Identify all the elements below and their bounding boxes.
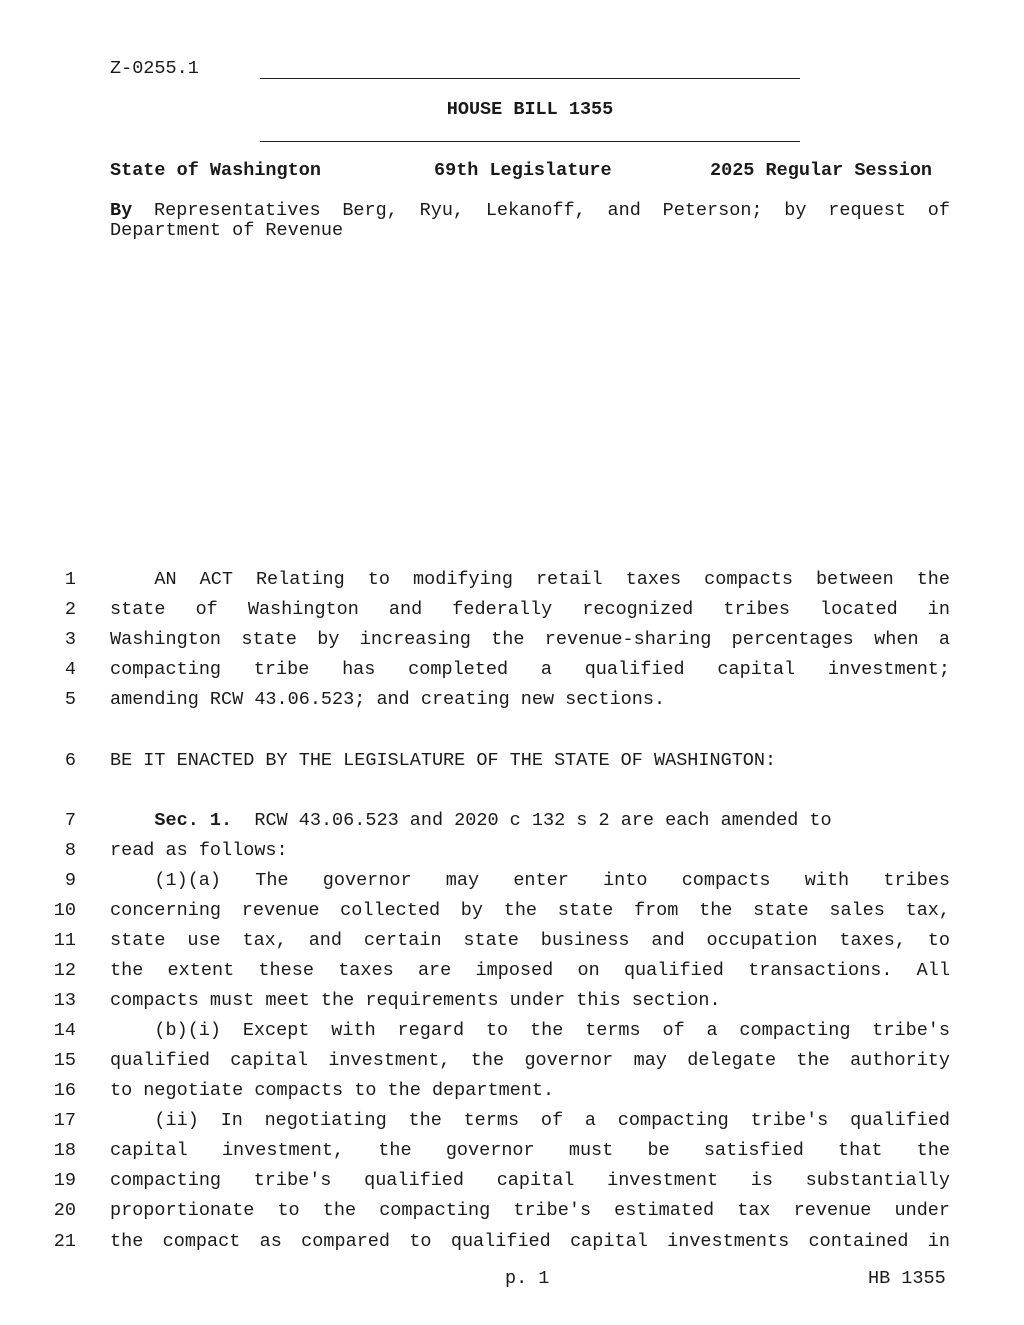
- bill-text-line: [110, 901, 950, 921]
- bill-text-line: [110, 570, 950, 590]
- line-text: state use tax, and certain state business and occupation taxes, to: [110, 931, 950, 951]
- bill-text-line: [110, 630, 950, 650]
- sponsors-by-label: By: [110, 201, 133, 221]
- bill-text-line: [110, 751, 950, 771]
- bill-text-line: [110, 660, 950, 680]
- bill-text-line: [110, 1171, 950, 1191]
- line-number: 14: [53, 1020, 76, 1041]
- line-number: 19: [53, 1170, 76, 1191]
- bill-text-line: [110, 690, 950, 710]
- bill-text-line: [110, 1201, 950, 1221]
- line-text: the extent these taxes are imposed on qualified transactions. All: [110, 961, 950, 981]
- bill-text-line: [110, 961, 950, 981]
- line-text: capital investment, the governor must be satisfied that the: [110, 1141, 950, 1161]
- line-text: state of Washington and federally recognized tribes located in: [110, 600, 950, 620]
- document-code: Z-0255.1: [110, 58, 199, 79]
- line-number: 7: [64, 810, 76, 831]
- bill-text-line: [110, 991, 950, 1011]
- line-number: 17: [53, 1110, 76, 1131]
- bill-text-line: [110, 1051, 950, 1071]
- bill-text-line: [110, 1141, 950, 1161]
- bill-text-line: [110, 1232, 950, 1252]
- line-number: 12: [53, 960, 76, 981]
- line-number: 11: [53, 930, 76, 951]
- line-number: 13: [53, 990, 76, 1011]
- line-indent: [110, 810, 154, 831]
- bill-text-line: [110, 871, 950, 891]
- line-text: Washington state by increasing the revenue-sharing percentages when a: [110, 630, 950, 650]
- line-number: 5: [64, 689, 76, 710]
- bill-text-line: [110, 931, 950, 951]
- line-number: 4: [64, 659, 76, 680]
- header-state: State of Washington: [110, 160, 321, 181]
- footer-bill-reference: HB 1355: [868, 1268, 946, 1289]
- line-text: (1)(a) The governor may enter into compacts with tribes: [154, 871, 950, 891]
- line-number: 9: [64, 870, 76, 891]
- line-text: amending RCW 43.06.523; and creating new sections.: [110, 689, 666, 710]
- line-text: AN ACT Relating to modifying retail taxes compacts between the: [154, 570, 950, 590]
- line-number: 20: [53, 1200, 76, 1221]
- line-number: 15: [53, 1050, 76, 1071]
- bill-text-line: [110, 1081, 950, 1101]
- bill-title: HOUSE BILL 1355: [446, 99, 614, 120]
- line-text: read as follows:: [110, 840, 288, 861]
- title-rule-bottom: [260, 141, 800, 142]
- line-number: 21: [53, 1231, 76, 1252]
- line-text: the compact as compared to qualified capital investments contained in: [110, 1232, 950, 1252]
- line-text: BE IT ENACTED BY THE LEGISLATURE OF THE STATE OF WASHINGTON:: [110, 750, 777, 771]
- title-rule-top: [260, 78, 800, 79]
- bill-text-line: [110, 1111, 950, 1131]
- line-number: 2: [64, 599, 76, 620]
- header-session: 2025 Regular Session: [710, 160, 933, 181]
- line-number: 8: [64, 840, 76, 861]
- bill-text-line: [110, 600, 950, 620]
- bill-text-line: [110, 811, 950, 831]
- line-text: compacting tribe has completed a qualified capital investment;: [110, 660, 950, 680]
- line-text: qualified capital investment, the governor may delegate the authority: [110, 1051, 950, 1071]
- header-legislature: 69th Legislature: [434, 160, 612, 181]
- line-text: compacting tribe's qualified capital investment is substantially: [110, 1171, 950, 1191]
- line-number: 18: [53, 1140, 76, 1161]
- line-text: (ii) In negotiating the terms of a compacting tribe's qualified: [154, 1111, 950, 1131]
- bill-text-line: [110, 841, 950, 861]
- sponsors-line-1: [110, 201, 950, 221]
- line-number: 3: [64, 629, 76, 650]
- line-number: 1: [64, 569, 76, 590]
- sponsors-line-2: Department of Revenue: [110, 220, 344, 241]
- line-text: proportionate to the compacting tribe's estimated tax revenue under: [110, 1201, 950, 1221]
- bill-text-line: [110, 1021, 950, 1041]
- sponsors-text-1: Representatives Berg, Ryu, Lekanoff, and Peterson; by request of: [154, 201, 950, 221]
- line-text: concerning revenue collected by the state from the state sales tax,: [110, 901, 950, 921]
- line-number: 10: [53, 900, 76, 921]
- line-text: (b)(i) Except with regard to the terms of a compacting tribe's: [154, 1021, 950, 1041]
- section-heading: Sec. 1.: [154, 810, 233, 831]
- line-number: 16: [53, 1080, 76, 1101]
- line-text: RCW 43.06.523 and 2020 c 132 s 2 are each amended to: [232, 810, 832, 831]
- line-text: compacts must meet the requirements under this section.: [110, 990, 721, 1011]
- line-number: 6: [64, 750, 76, 771]
- line-text: to negotiate compacts to the department.: [110, 1080, 555, 1101]
- footer-page-number: p. 1: [505, 1268, 550, 1289]
